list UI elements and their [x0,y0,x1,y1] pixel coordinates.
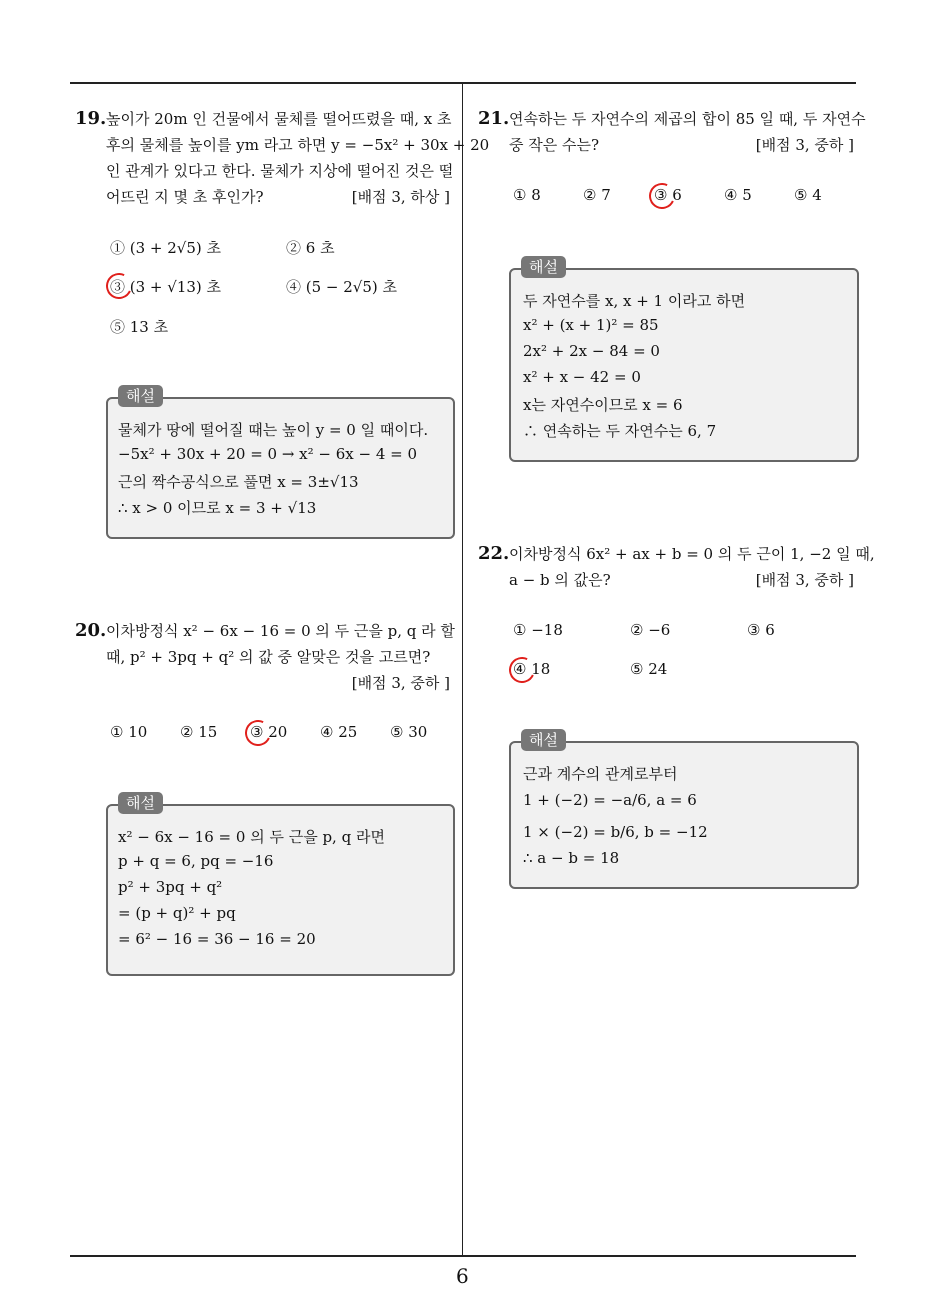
solution-line: x² + (x + 1)² = 85 [523,316,659,334]
solution-line: ∴ 연속하는 두 자연수는 6, 7 [523,422,717,440]
bottom-rule [70,1255,856,1257]
choice-2[interactable]: ② −6 [630,621,671,639]
solution-line: p + q = 6, pq = −16 [118,852,274,870]
top-rule [70,82,856,84]
solution-line: = (p + q)² + pq [118,904,236,922]
choice-3[interactable]: ③ 6 [747,621,775,639]
solution-line: x² + x − 42 = 0 [523,368,641,386]
choice-1[interactable]: ① 10 [110,723,148,741]
solution-line: x² − 6x − 16 = 0 의 두 근을 p, q 라면 [118,828,385,846]
question-number: 20. [75,620,107,641]
solution-line: x는 자연수이므로 x = 6 [523,396,683,414]
choice-1[interactable]: ① 8 [513,186,541,204]
score-label: [배점 3, 중하 ] [351,674,450,692]
question-text-line: 높이가 20m 인 건물에서 물체를 떨어뜨렸을 때, x 초 [106,110,452,128]
choice-2[interactable]: ② 6 초 [286,239,335,257]
solution-line: 근의 짝수공식으로 풀면 x = 3±√13 [118,473,359,491]
solution-label: 해설 [521,729,566,751]
choice-5[interactable]: ⑤ 30 [390,723,428,741]
question-text-line: 연속하는 두 자연수의 제곱의 합이 85 일 때, 두 자연수 [509,110,866,128]
solution-label: 해설 [521,256,566,278]
answer-mark-icon [102,269,135,302]
answer-mark-icon [645,179,678,212]
question-number: 21. [478,108,510,129]
solution-line: 물체가 땅에 떨어질 때는 높이 y = 0 일 때이다. [118,421,429,439]
solution-line: −5x² + 30x + 20 = 0 → x² − 6x − 4 = 0 [118,445,418,463]
answer-mark-icon [505,653,538,686]
solution-line: ∴ x > 0 이므로 x = 3 + √13 [118,499,317,517]
solution-line: 1 × (−2) = b/6, b = −12 [523,823,708,841]
choice-2[interactable]: ② 15 [180,723,218,741]
solution-box [509,731,859,889]
solution-box [106,387,455,539]
choice-4[interactable]: ④ (5 − 2√5) 초 [286,278,398,296]
answer-mark-icon [241,716,274,749]
question-text-line: 때, p² + 3pq + q² 의 값 중 알맞은 것을 고르면? [106,648,431,666]
score-label: [배점 3, 하상 ] [351,188,450,206]
solution-label: 해설 [118,385,163,407]
choice-5[interactable]: ⑤ 13 초 [110,318,169,336]
solution-line: ∴ a − b = 18 [523,849,620,867]
page-number: 6 [456,1264,469,1288]
solution-line: 근과 계수의 관계로부터 [523,765,678,783]
choice-2[interactable]: ② 7 [583,186,611,204]
question-text-line: 후의 물체를 높이를 ym 라고 하면 y = −5x² + 30x + 20 [106,136,490,154]
choice-4[interactable]: ④ 5 [724,186,752,204]
solution-line: 두 자연수를 x, x + 1 이라고 하면 [523,292,746,310]
question-number: 19. [75,108,107,129]
question-text-line: 이차방정식 x² − 6x − 16 = 0 의 두 근을 p, q 라 할 [106,622,455,640]
column-divider [462,84,463,1256]
score-label: [배점 3, 중하 ] [755,136,854,154]
score-label: [배점 3, 중하 ] [755,571,854,589]
question-number: 22. [478,543,510,564]
solution-label: 해설 [118,792,163,814]
choice-1[interactable]: ① (3 + 2√5) 초 [110,239,222,257]
choice-3[interactable]: ③ (3 + √13) 초 [110,278,222,296]
question-text-line: a − b 의 값은? [509,571,611,589]
choice-3[interactable]: ③ 6 [654,186,682,204]
choice-1[interactable]: ① −18 [513,621,563,639]
question-text-line: 이차방정식 6x² + ax + b = 0 의 두 근이 1, −2 일 때, [509,545,875,563]
question-text-line: 어뜨린 지 몇 초 후인가? [106,188,264,206]
solution-line: p² + 3pq + q² [118,878,223,896]
question-text-line: 중 작은 수는? [509,136,600,154]
choice-4[interactable]: ④ 25 [320,723,358,741]
choice-5[interactable]: ⑤ 24 [630,660,668,678]
solution-line: 2x² + 2x − 84 = 0 [523,342,660,360]
solution-box [106,794,455,976]
question-text-line: 인 관계가 있다고 한다. 물체가 지상에 떨어진 것은 떨 [106,162,454,180]
choice-4[interactable]: ④ 18 [513,660,551,678]
choice-3[interactable]: ③ 20 [250,723,288,741]
solution-line: = 6² − 16 = 36 − 16 = 20 [118,930,316,948]
solution-box [509,258,859,462]
solution-line: 1 + (−2) = −a/6, a = 6 [523,791,697,809]
choice-5[interactable]: ⑤ 4 [794,186,822,204]
